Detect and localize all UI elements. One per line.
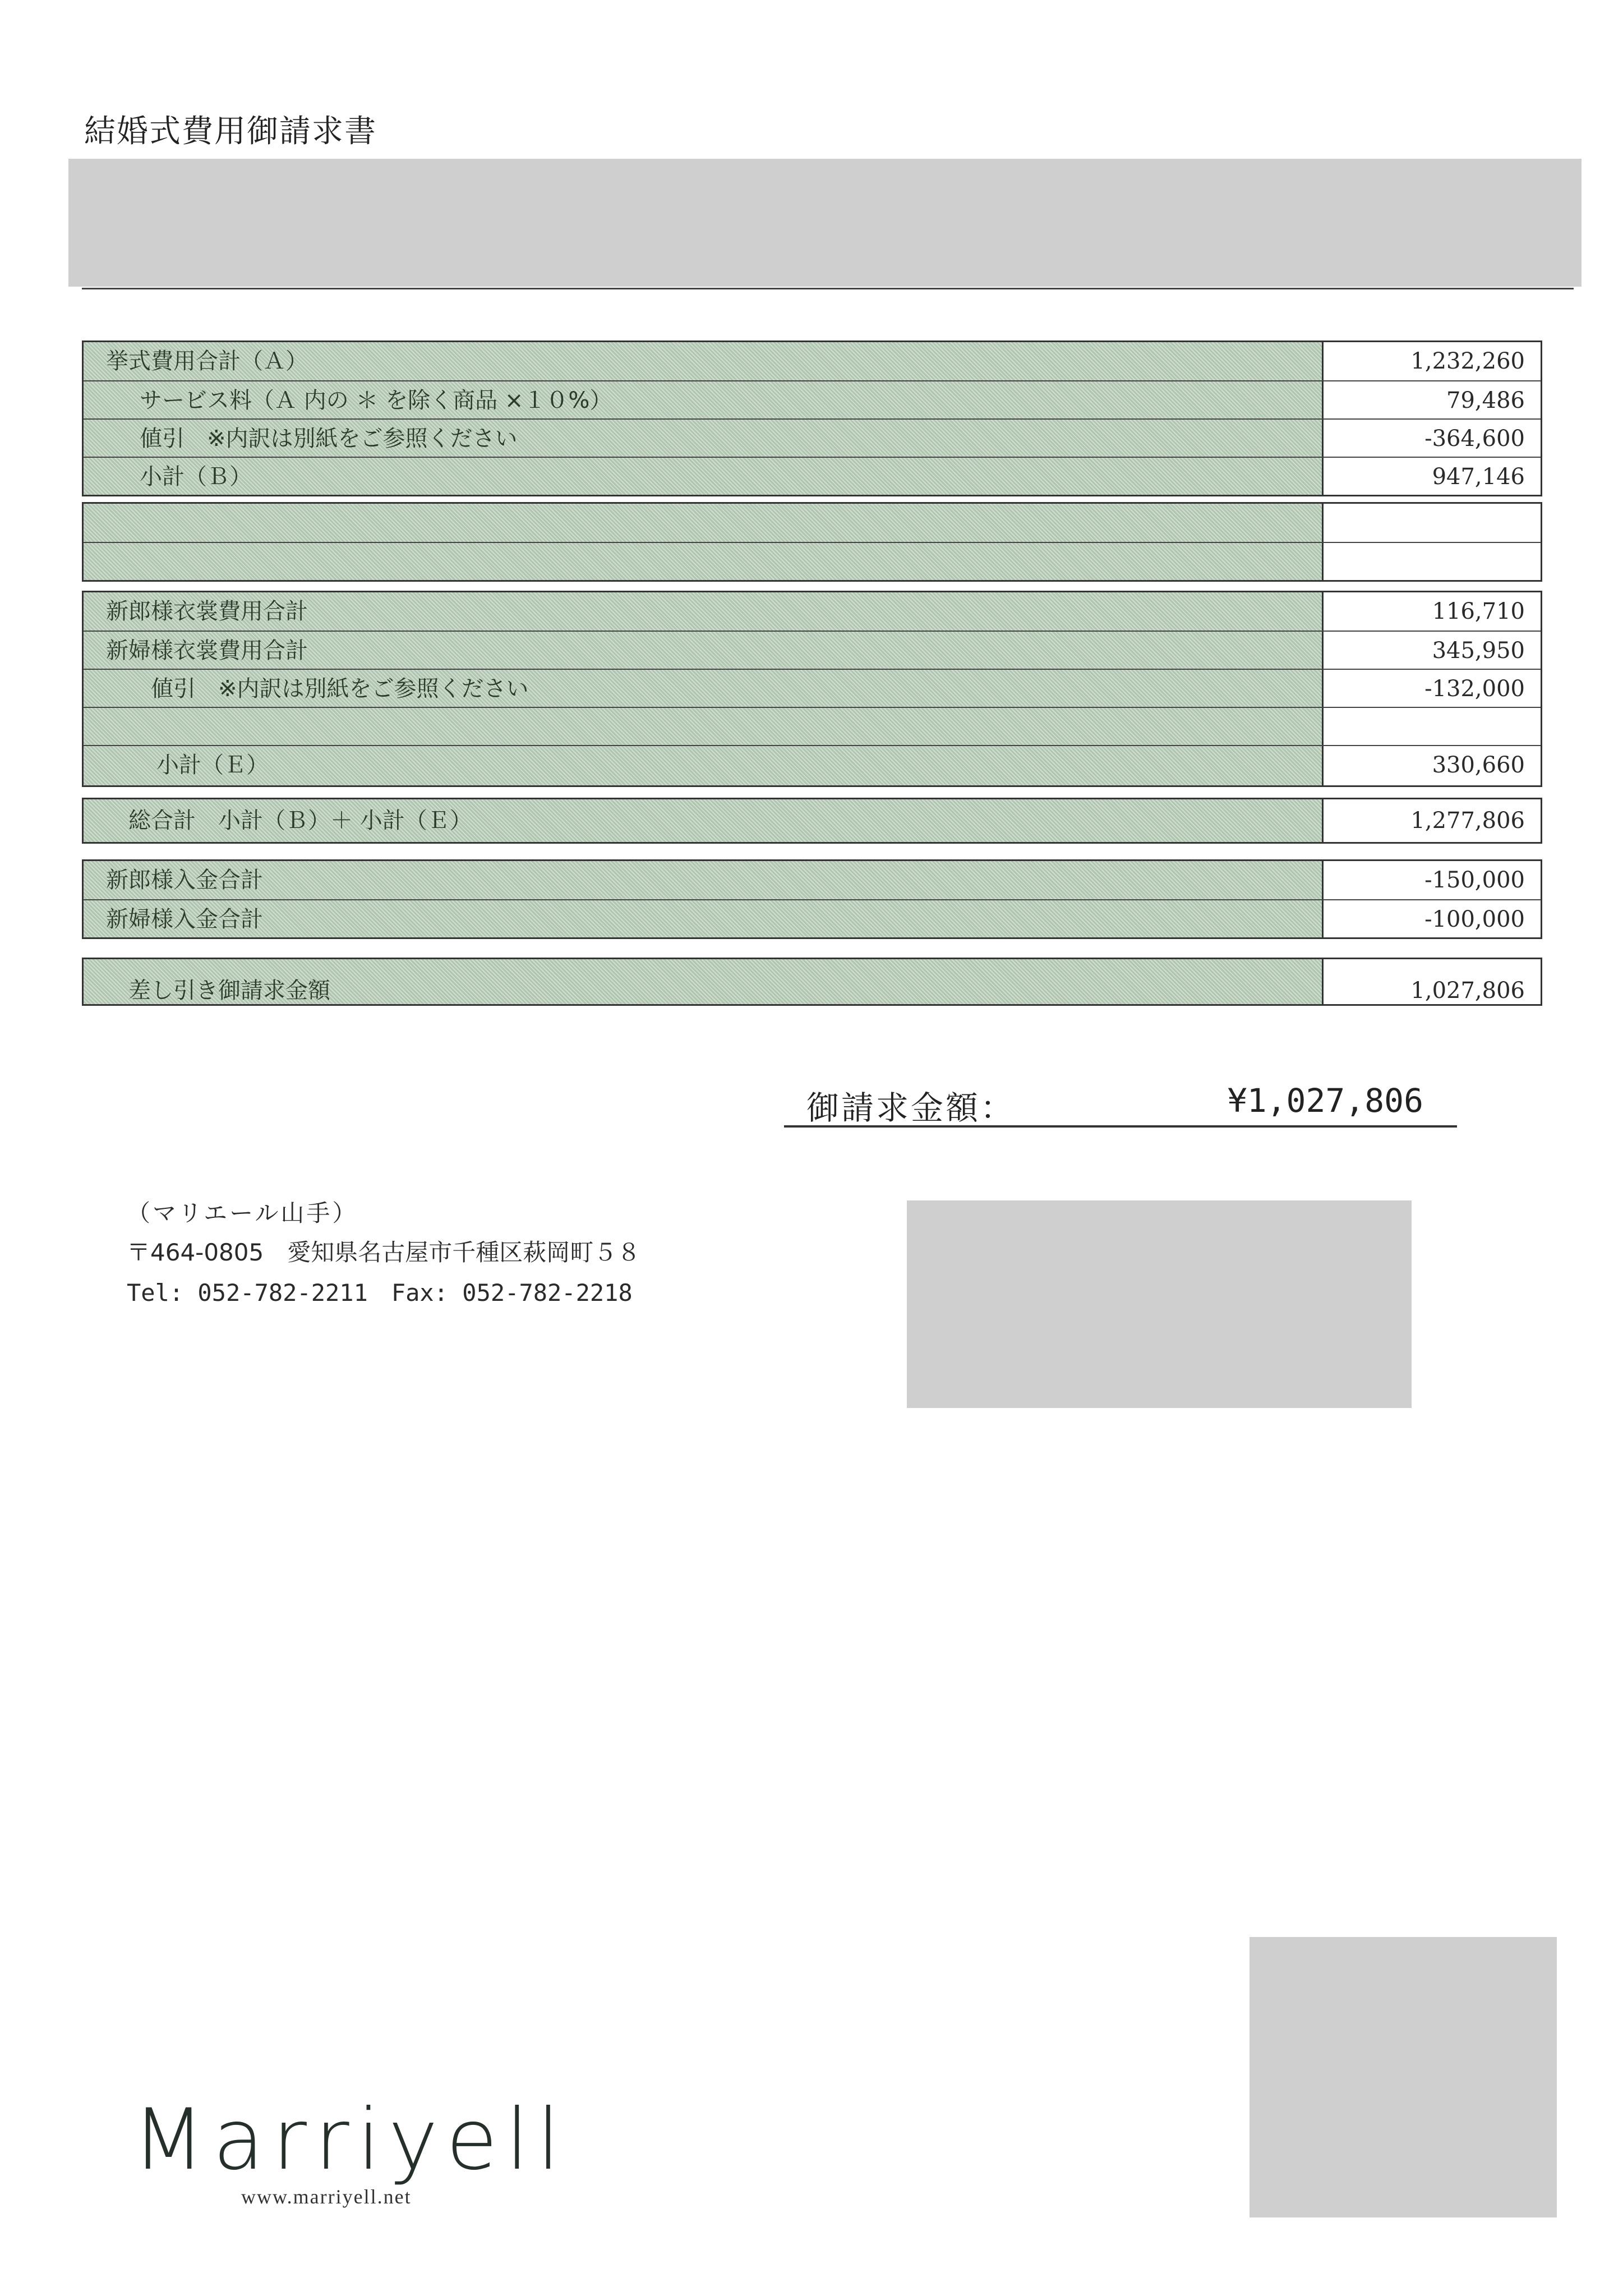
- row-value: 1,277,806: [1322, 799, 1541, 842]
- row-label: 新婦様衣裳費用合計: [84, 632, 1322, 669]
- row-label: 差し引き御請求金額: [84, 959, 1322, 1004]
- table-row: [84, 342, 1541, 380]
- row-label: 小計（Ｂ）: [84, 458, 1322, 495]
- row-label: [84, 543, 1322, 580]
- table-row: [84, 592, 1541, 631]
- row-label: サービス料（Ａ 内の ＊ を除く商品 ×１０%）: [84, 381, 1322, 418]
- row-label: 新婦様入金合計: [84, 900, 1322, 937]
- table-row: [84, 745, 1541, 785]
- table-row: [84, 707, 1541, 745]
- row-value: [1322, 708, 1541, 745]
- row-label: 新郎様入金合計: [84, 861, 1322, 899]
- table-row: [84, 959, 1541, 1004]
- invoice-amount-line: [784, 1080, 1457, 1128]
- row-label: 挙式費用合計（Ａ）: [84, 342, 1322, 380]
- row-label: 値引 ※内訳は別紙をご参照ください: [84, 670, 1322, 707]
- invoice-amount-value: ¥1,027,806: [1227, 1082, 1423, 1120]
- table-row: [84, 457, 1541, 495]
- row-label: 総合計 小計（Ｂ）＋ 小計（Ｅ）: [84, 799, 1322, 842]
- table-row: [84, 861, 1541, 899]
- row-value: [1322, 504, 1541, 542]
- row-value: 79,486: [1322, 381, 1541, 418]
- brand-url: www.marriyell.net: [241, 2185, 412, 2208]
- row-value: -132,000: [1322, 670, 1541, 707]
- row-value: -100,000: [1322, 900, 1541, 937]
- venue-name: （マリエール山手）: [127, 1199, 358, 1227]
- row-value: -150,000: [1322, 861, 1541, 899]
- row-label: [84, 708, 1322, 745]
- table-row: [84, 418, 1541, 457]
- redacted-stamp-block: [907, 1200, 1412, 1408]
- row-value: 116,710: [1322, 592, 1541, 631]
- table-row: [84, 899, 1541, 937]
- row-value: 345,950: [1322, 632, 1541, 669]
- row-label: 値引 ※内訳は別紙をご参照ください: [84, 420, 1322, 457]
- row-value: 330,660: [1322, 746, 1541, 785]
- row-value: [1322, 543, 1541, 580]
- table-row: [84, 669, 1541, 707]
- invoice-amount-label: 御請求金額：: [806, 1089, 1016, 1127]
- row-label: 新郎様衣裳費用合計: [84, 592, 1322, 631]
- blank-table: [82, 502, 1542, 582]
- row-value: 947,146: [1322, 458, 1541, 495]
- costume-cost-table: [82, 591, 1542, 787]
- redacted-seal-block: [1249, 1937, 1557, 2217]
- row-label: [84, 504, 1322, 542]
- table-row: [84, 631, 1541, 669]
- row-label: 小計（Ｅ）: [84, 746, 1322, 785]
- document-title: 結婚式費用御請求書: [84, 113, 377, 150]
- row-value: 1,232,260: [1322, 342, 1541, 380]
- row-value: -364,600: [1322, 420, 1541, 457]
- balance-table: [82, 958, 1542, 1006]
- grand-total-table: [82, 798, 1542, 844]
- table-row: [84, 799, 1541, 842]
- header-rule: [82, 288, 1574, 289]
- brand-logo: Marriyell: [132, 2091, 568, 2189]
- venue-address: 〒464-0805 愛知県名古屋市千種区萩岡町５８: [127, 1239, 641, 1266]
- ceremony-cost-table: [82, 341, 1542, 496]
- venue-phone: Tel: 052-782-2211 Fax: 052-782-2218: [127, 1279, 633, 1306]
- deposits-table: [82, 859, 1542, 939]
- redacted-header-block: [68, 159, 1581, 287]
- row-value: 1,027,806: [1322, 959, 1541, 1004]
- table-row: [84, 504, 1541, 542]
- table-row: [84, 542, 1541, 580]
- table-row: [84, 380, 1541, 418]
